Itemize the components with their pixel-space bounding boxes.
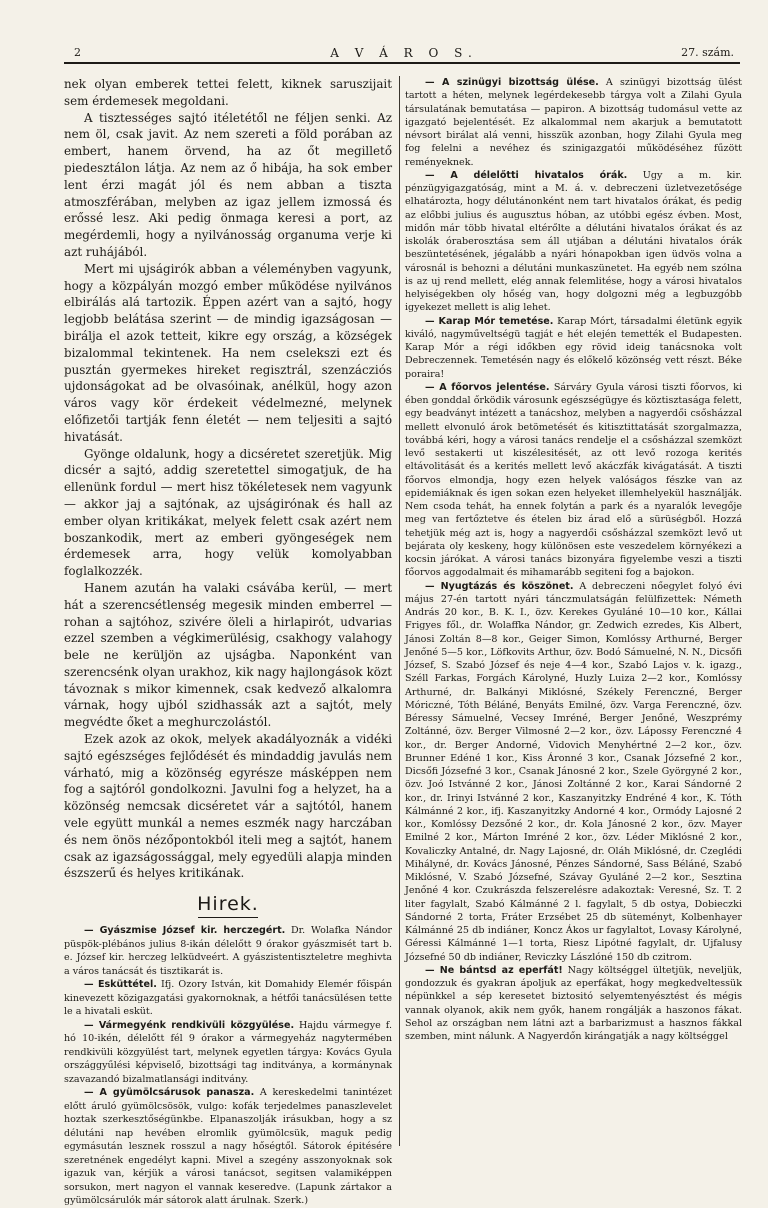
section-rule [198, 917, 258, 918]
news-text: Karap Mórt, társadalmi életünk egyik kiváló, nagyműveltségü tagját e hét elején temették el Budapesten. Karap Mór a régi időkben egy rövid ideig tanácsnoka volt Debreczennek. Temetésén nagy és előkelő közönség vett részt. Béke poraira! [405, 315, 742, 380]
news-headline: — A főorvos jelentése. [425, 381, 550, 393]
news-text: Hajdu vármegye f. hó 10-ikén, délelőtt fél 9 órakor a vármegyeház nagytermében rendkivüli közgyülést tart, melynek egyetlen tárgya: Kovács Gyula országgyűlési képviselő, bizottsági tag inditványa, a kormánynak szavazandó bizalmatlansági inditvány. [64, 1019, 392, 1085]
article-paragraph: A tisztességes sajtó itéletétől ne féljen senki. Az nem öl, csak javit. Az nem szereti a föld porában az embert, hanem örvend, ha az őt megillető piedesztálon látja. Az nem az ő hibája, ha sok ember lent érzi magát jól és nem abban a tiszta atmoszférában, melyben az igaz jellem izmossá és erőssé lesz. Aki pedig önmaga keresi a port, az megérdemli, hogy a nyilvánosság organuma verje ki azt ruhájából. [64, 110, 392, 259]
news-text: Ifj. Ozory István, kit Domahidy Elemér főispán kinevezett közigazgatási gyakornoknak, a hétfői tanácsülésen tette le a hivatali esküt. [64, 979, 393, 1018]
news-text: Sárváry Gyula városi tiszti főorvos, ki ében gonddal őrködik városunk egészségügye és köztisztasága felett, egy beadványt intézett a tanácshoz, melyben a nagyerdői csősházzal mellett elvonuló árok betömetését és kitisztittatását szorgalmazza, továbbá kéri, hogy a városi tanács rendelje el a csősházzal szemközt levő sestakerti ut kiszélesitését, az ott levő rozoga kerités eltávolitását és a kerités mellett levő akáczfák kivágatását. A tiszti főorvos elmondja, hogy ezen helyek valóságos fészke van az epidemiáknak és igen sokan ezen helyeket illemhelyekül használják. Nem csoda tehát, ha ennek folytán a park és a nyaralók levegője meg van fertőztetve és ételen biz árad elő a sürüségből. Hozzá tehetjük még azt is, hogy a nagyerdői csősházzal szemközt levő ut bejárata oly keskeny, hogy különösen este veszedelem környékezi a kocsin járókat. A városi tanács bizonyára figyelembe veszi a tiszti főorvos aggodalmait és mihamarább segiteni fog a bajokon. [405, 381, 742, 579]
news-text: Nagy költséggel ültetjük, neveljük, gondozzuk és gyakran ápoljuk az eperfákat, hogy megkedveltessük népünkkel a sép keresetet biztositó selyemtenyésztést és mégis vannak olyanok, akik nem győk, hanem rongálják a haszonos fákat. Sehol az országban nem látni azt a barbarizmust a hasznos fákkal szemben, mint nálunk. A Nagyerdőn kirángatják a nagy költséggel [405, 964, 742, 1042]
news-text: Ugy a m. kir. pénzügyigazgatóság, mint a M. á. v. debreczeni üzletvezetősége elhatározta, hogy délutánonként nem tart hivatalos órákat, és pedig az előbbi julius és augusztus hóban, az utóbbi egész évben. Most, midőn már több hivatal eltérőlte a délutáni hivatalos órákat és az iskolák óraberosztása sem áll utjában a délutáni hivatalos órák beszüntetésének, jégalább a nyári hónapokban igen üdvös volna a városnál is behozni a délutáni munkaszünetet. Ha egyéb nem szólna is az uj rend mellett, elég annak felemlitése, hogy a városi hivatalos helyiségekben oly hőség van, hogy dolgozni még a legbuzgóbb igyekezet mellett is alig lehet. [405, 169, 742, 314]
column-divider [399, 76, 400, 1146]
news-text: A kereskedelmi tanintézet előtt áruló gyümölcsösök, vulgo: kofák terjedelmes panaszlevelet hoztak szerkesztőségünkbe. Elpanaszolják irásukban, hogy a sz délutáni nap hevében elromlik gyümölcsük, maguk pedig egymásután lesznek rosszul a nagy hőségtől. Sátorok épitésére szeretnének engedélyt kapni. Mivel a szegény asszonyoknak sok igazuk van, kérjük a városi tanácsot, segitsen valamiképpen sorsukon, mert nagyon el vannak keseredve. (Lapunk zártakor a gyümölcsárulók már sátorok alatt árulnak. Szerk.) [64, 1087, 392, 1207]
news-headline: — A gyümölcsárusok panasza. [84, 1087, 255, 1099]
right-column [405, 76, 742, 1151]
issue-number: 27. szám. [681, 46, 734, 59]
left-column [64, 76, 393, 1207]
news-item [405, 169, 742, 315]
news-headline: — Nyugtázás és köszönet. [425, 580, 574, 592]
news-text: A debreczeni nőegylet folyó évi május 27-én tartott nyári tánczmulatságán felülfizettek: Németh András 20 kor., B. K. I., özv. Kerekes Gyuláné 10—10 kor., Kállai Frigyes fől., dr. Wolaffka Nándor, gr. Zedwich ezredes, Kis Albert, Jánosi Zoltán 8—8 kor., Geiger Simon, Komlóssy Arthurné, Berger Jenőné 5—5 kor., Löfkovits Arthur, özv. Bodó Sámuelné, N. N., Dicsőfi József, S. Szabó József és neje 4—4 kor., Szabó Lajos v. k. igazg., Széll Farkas, Forgách Károlyné, Huzly Luiza 2—2 kor., Komlóssy Arthurné, dr. Balkányi Miklósné, Székely Ferenczné, Berger Móriczné, Tóth Béláné, Benyáts Emilné, özv. Varga Ferenczné, özv. Béressy Sámuelné, Vecsey Imréné, Berger Jenőné, Weszprémy Zoltánné, özv. Berger Vilmosné 2—2 kor., özv. Lápossy Ferenczné 4 kor., dr. Berger Andorné, Vidovich Menyhértné 2—2 kor., özv. Brunner Edéné 1 kor., Kiss Áronné 3 kor., Csanak Józsefné 2 kor., Dicsőfi Józsefné 3 kor., Csanak Jánosné 2 kor., Szele Györgyné 2 kor., özv. Joó Istvánné 2 kor., Jánosi Zoltánné 2 kor., Karai Sándorné 2 kor., dr. Irinyi Istvánné 2 kor., Kaszanyitzky Endréné 4 kor., K. Tóth Kálmánné 2 kor., ifj. Kaszanyitzky Andorné 4 kor., Ormódy Lajosné 2 kor., Komlóssy Dezsőné 2 kor., dr. Kola Jánosné 2 kor., özv. Mayer Emilné 2 kor., Márton Imréné 2 kor., özv. Léder Miklósné 2 kor., Kovaliczky Antalné, dr. Nagy Lajosné, dr. Oláh Miklósné, dr. Czeglédi Mihályné, dr. Kovács Jánosné, Pénzes Sándorné, Sass Béláné, Szabó Miklósné, V. Szabó Józsefné, Szávay Gyuláné 2—2 kor., Sesztina Jenőné 4 kor. Czukrászda felszerelésre adakoztak: Veresné, Sz. T. 2 liter fagylalt, Szabó Kálmánné 2 l. fagylalt, 5 db ostya, Dobieczki Sándorné 2 torta, Fráter Erzsébet 25 db süteményt, Kolbenhayer Kálmánné 25 db indiáner, Koncz Ákos ur fagylaltot, Lovasy Károlyné, Géressi Kálmánné 1—1 torta, Riesz Lipótné fagylalt, dr. Ujfalusy Józsefné 50 db indiáner, Reviczky Lászlóné 150 db czitrom. [405, 580, 742, 963]
newspaper-title: A V Á R O S. [330, 46, 478, 60]
header-rule [64, 62, 740, 64]
news-item [64, 1019, 392, 1087]
news-item [405, 964, 742, 1044]
news-headline: — Gyászmise József kir. herczegért. [84, 925, 286, 937]
news-headline: — A szinügyi bizottság ülése. [425, 77, 599, 88]
article-paragraph: Ezek azok az okok, melyek akadályoznák a vidéki sajtó egészséges fejlődését és mindaddig javulás nem várható, mig a közönség egyrésze másképpen nem fog a sajtóról gondolkozni. Javulni fog a helyzet, ha a közönség nemcsak dicséretet vár a sajtótól, hanem vele együtt munkál a nemes eszmék nagy harczában és nem önös nézőpontokból iteli meg a sajtót, hanem csak az igazságossággal, mely egyedüli alapja minden észszerű és helyes kritikának. [64, 732, 392, 881]
news-item [405, 381, 742, 580]
news-item [64, 978, 392, 1019]
news-text: A szinügyi bizottság ülést tartott a héten, melynek legérdekesebb tárgya volt a Zilahi Gyula társulatának bemutatása — papiron. A bizottság tudomásul vette az igazgató bejelentését. Ez alkalommal nem akarjuk a bemutatott névsort birálat alá venni, hisszük azonban, hogy Zilahi Gyula meg fog felelni a nevéhez és szinigazgatói működéséhez fűzött reményeknek. [405, 77, 742, 168]
news-headline: — Ne bántsd az eperfát! [425, 964, 563, 976]
page-header [74, 46, 734, 62]
news-headline: — Esküttétel. [84, 979, 157, 991]
news-item [64, 1086, 392, 1208]
news-headline: — Karap Mór temetése. [425, 315, 554, 327]
page-number: 2 [74, 46, 81, 59]
article-paragraph: nek olyan emberek tettei felett, kiknek saruszijait sem érdemesek megoldani. [64, 77, 392, 108]
news-headline: — A délelőtti hivatalos órák. [425, 169, 628, 181]
news-item [405, 315, 742, 381]
article-paragraph: Hanem azután ha valaki csávába kerül, — mert hát a szerencsétlenség megesik minden emberrel — rohan a sajtóhoz, szivére öleli a hirlapirót, udvarias ezzel szemben a végkimerülésig, csakhogy valahogy bele ne kerüljön az ujságba. Naponként van szerencsénk olyan urakhoz, kik nagy hajlongások közt távoznak s mikor kimennek, csak kedvező alkalomra várnak, hogy ujból szidhassák azt a sajtót, mely megvédte őket a meghurczolástól. [64, 580, 392, 730]
section-title: Hirek. [197, 893, 259, 916]
news-item [405, 76, 742, 169]
article-paragraph: Mert mi ujságirók abban a véleményben vagyunk, hogy a közpályán mozgó ember működése nyilvános elbirálás alá tartozik. Éppen azért van a sajtó, hogy legjobb belátása szerint — de mindig igazságosan — birálja el azok tetteit, kikre egy ország, a községek bizalommal tekintenek. Ha nem cselekszi ezt és pusztán gyermekes hireket regisztrál, szenzácziós ujdonságokat ad be olvasóinak, anélkül, hogy azon város vagy kör érdekeit védelmezné, melynek előfizetői tartják fenn életét — nem teljesiti a sajtó hivatását. [64, 261, 392, 444]
news-item [64, 924, 392, 978]
news-text: Dr. Wolafka Nándor püspök-plébános julius 8-ikán délelőtt 9 órakor gyászmisét tart b. e. József kir. herczeg lelküdveért. A gyászistentiszteletre meghivta a város tanácsát és tisztikarát is. [64, 925, 392, 977]
article-paragraph: Gyönge oldalunk, hogy a dicséretet szeretjük. Mig dicsér a sajtó, addig szeretettel simogatjuk, de ha ellenünk fordul — mert hisz tökéletesek nem vagyunk — akkor jaj a sajtónak, az ujságirónak és hall az ember olyan kritikákat, melyek felett csak azért nem boszankodik, mert az emberi gyöngeségek nem érdemesek arra, hogy velük komolyabban foglalkozzék. [64, 446, 392, 579]
news-headline: — Vármegyénk rendkivüli közgyülése. [84, 1019, 295, 1031]
news-item [405, 580, 742, 964]
